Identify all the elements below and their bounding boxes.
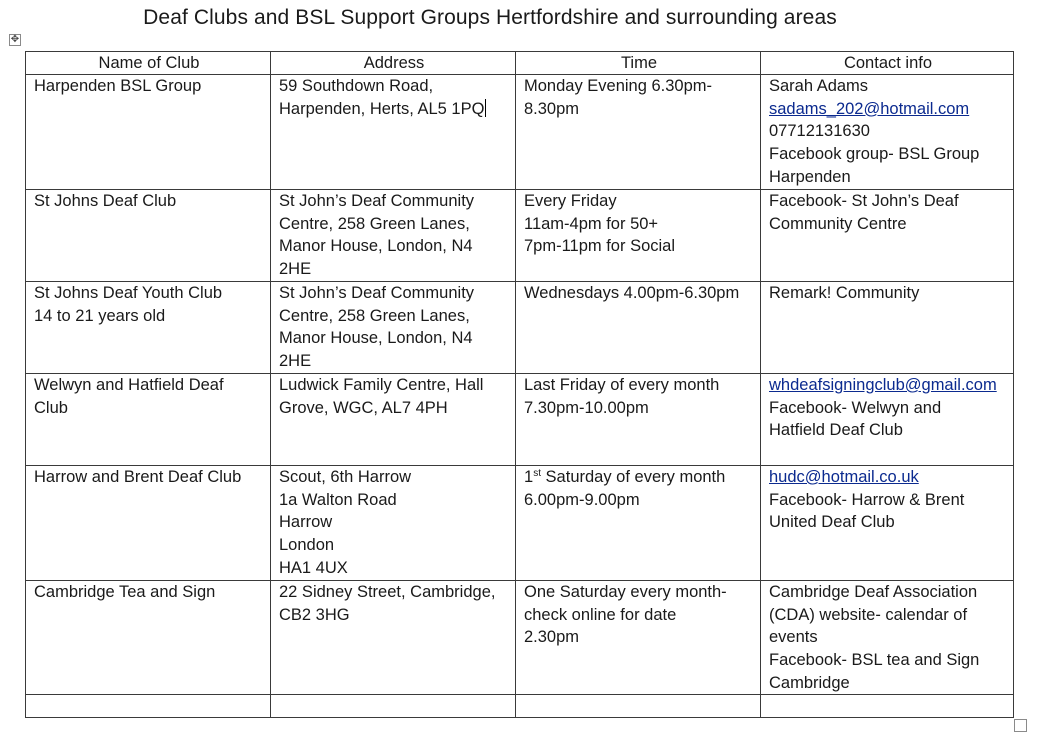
- address-line: 2HE: [279, 260, 312, 279]
- email-link[interactable]: hudc@hotmail.co.uk: [769, 467, 919, 486]
- address-line: Scout, 6th Harrow: [279, 467, 412, 486]
- club-name: St Johns Deaf Club: [34, 192, 177, 210]
- address-line: Centre, 258 Green Lanes,: [279, 214, 470, 233]
- contact-line: United Deaf Club: [769, 513, 895, 532]
- table-row: [26, 580, 1014, 695]
- address-line: HA1 4UX: [279, 558, 348, 577]
- time-line: 1st Saturday of every month: [524, 467, 726, 486]
- time-cell[interactable]: [516, 75, 761, 190]
- club-name-cell[interactable]: [26, 580, 271, 695]
- time-line: Wednesdays 4.00pm-6.30pm: [524, 283, 740, 302]
- address-cell[interactable]: [271, 373, 516, 465]
- email-link[interactable]: whdeafsigningclub@gmail.com: [769, 375, 997, 394]
- club-name: Harpenden BSL Group: [34, 77, 202, 95]
- time-line: One Saturday every month-: [524, 582, 727, 601]
- contact-line: Facebook- St John’s Deaf: [769, 192, 959, 210]
- time-line: Monday Evening 6.30pm-: [524, 77, 713, 95]
- text-cursor: [485, 99, 486, 117]
- club-name: Welwyn and Hatfield Deaf: [34, 375, 224, 394]
- time-line: 2.30pm: [524, 628, 580, 647]
- time-cell[interactable]: [516, 373, 761, 465]
- table-move-handle-icon[interactable]: ✥: [10, 34, 20, 45]
- time-line: Last Friday of every month: [524, 375, 720, 394]
- empty-cell[interactable]: [516, 695, 761, 718]
- contact-line: Remark! Community: [769, 283, 920, 302]
- email-link[interactable]: sadams_202@hotmail.com: [769, 99, 970, 118]
- time-line: 7pm-11pm for Social: [524, 237, 676, 256]
- club-name: Harrow and Brent Deaf Club: [34, 467, 242, 486]
- contact-line: Facebook group- BSL Group: [769, 145, 980, 164]
- address-line: Centre, 258 Green Lanes,: [279, 306, 470, 325]
- contact-cell[interactable]: [761, 281, 1014, 373]
- contact-line: Sarah Adams: [769, 77, 869, 95]
- contact-line: Facebook- Welwyn and: [769, 398, 942, 417]
- club-name-cell[interactable]: [26, 75, 271, 190]
- club-name: 14 to 21 years old: [34, 306, 166, 325]
- empty-cell[interactable]: [271, 695, 516, 718]
- address-cell[interactable]: [271, 580, 516, 695]
- time-line: 8.30pm: [524, 99, 580, 118]
- contact-line: 07712131630: [769, 122, 870, 141]
- time-line: 11am-4pm for 50+: [524, 214, 659, 233]
- address-line: Grove, WGC, AL7 4PH: [279, 398, 448, 417]
- header-time: Time: [516, 52, 761, 75]
- empty-cell[interactable]: [761, 695, 1014, 718]
- address-line: 2HE: [279, 351, 312, 370]
- address-line: Harpenden, Herts, AL5 1PQ: [279, 99, 485, 118]
- address-line: 22 Sidney Street, Cambridge,: [279, 582, 496, 601]
- contact-cell[interactable]: [761, 190, 1014, 282]
- contact-cell[interactable]: [761, 580, 1014, 695]
- table-row: [26, 75, 1014, 190]
- header-contact-info: Contact info: [761, 52, 1014, 75]
- clubs-table: [25, 51, 1014, 718]
- time-line: 6.00pm-9.00pm: [524, 490, 640, 509]
- contact-line: Facebook- Harrow & Brent: [769, 490, 965, 509]
- contact-line: Harpenden: [769, 167, 851, 186]
- empty-cell[interactable]: [26, 695, 271, 718]
- time-line: check online for date: [524, 605, 677, 624]
- club-name-cell[interactable]: [26, 190, 271, 282]
- table-row: [26, 281, 1014, 373]
- contact-cell[interactable]: [761, 465, 1014, 580]
- time-cell[interactable]: [516, 190, 761, 282]
- contact-cell[interactable]: [761, 75, 1014, 190]
- document-title: Deaf Clubs and BSL Support Groups Hertfordshire and surrounding areas: [143, 6, 837, 29]
- club-name: Cambridge Tea and Sign: [34, 582, 216, 601]
- contact-line: Cambridge: [769, 673, 850, 692]
- club-name-cell[interactable]: [26, 373, 271, 465]
- address-line: Ludwick Family Centre, Hall: [279, 375, 484, 394]
- address-line: CB2 3HG: [279, 605, 350, 624]
- address-line: London: [279, 535, 335, 554]
- contact-line: Facebook- BSL tea and Sign: [769, 650, 980, 669]
- club-name: Club: [34, 398, 68, 417]
- address-cell[interactable]: [271, 281, 516, 373]
- table-resize-handle[interactable]: [1014, 719, 1027, 732]
- header-address: Address: [271, 52, 516, 75]
- address-cell[interactable]: [271, 75, 516, 190]
- table-row: [26, 465, 1014, 580]
- contact-cell[interactable]: [761, 373, 1014, 465]
- header-name-of-club: Name of Club: [26, 52, 271, 75]
- time-line: Every Friday: [524, 192, 617, 210]
- contact-line: (CDA) website- calendar of: [769, 605, 968, 624]
- time-cell[interactable]: [516, 281, 761, 373]
- address-cell[interactable]: [271, 190, 516, 282]
- address-line: Manor House, London, N4: [279, 237, 473, 256]
- time-cell[interactable]: [516, 465, 761, 580]
- address-line: Harrow: [279, 513, 333, 532]
- empty-table-row: [26, 695, 1014, 718]
- address-line: 1a Walton Road: [279, 490, 397, 509]
- table-header-row: [26, 52, 1014, 75]
- time-cell[interactable]: [516, 580, 761, 695]
- address-line: 59 Southdown Road,: [279, 77, 434, 95]
- contact-line: Community Centre: [769, 214, 907, 233]
- table-row: [26, 373, 1014, 465]
- club-name-cell[interactable]: [26, 465, 271, 580]
- address-line: Manor House, London, N4: [279, 329, 473, 348]
- club-name: St Johns Deaf Youth Club: [34, 283, 223, 302]
- contact-line: events: [769, 628, 818, 647]
- table-row: [26, 190, 1014, 282]
- time-line: 7.30pm-10.00pm: [524, 398, 649, 417]
- address-line: St John’s Deaf Community: [279, 192, 475, 210]
- address-line: St John’s Deaf Community: [279, 283, 475, 302]
- club-name-cell[interactable]: [26, 281, 271, 373]
- contact-line: Hatfield Deaf Club: [769, 421, 903, 440]
- address-cell[interactable]: [271, 465, 516, 580]
- contact-line: Cambridge Deaf Association: [769, 582, 978, 601]
